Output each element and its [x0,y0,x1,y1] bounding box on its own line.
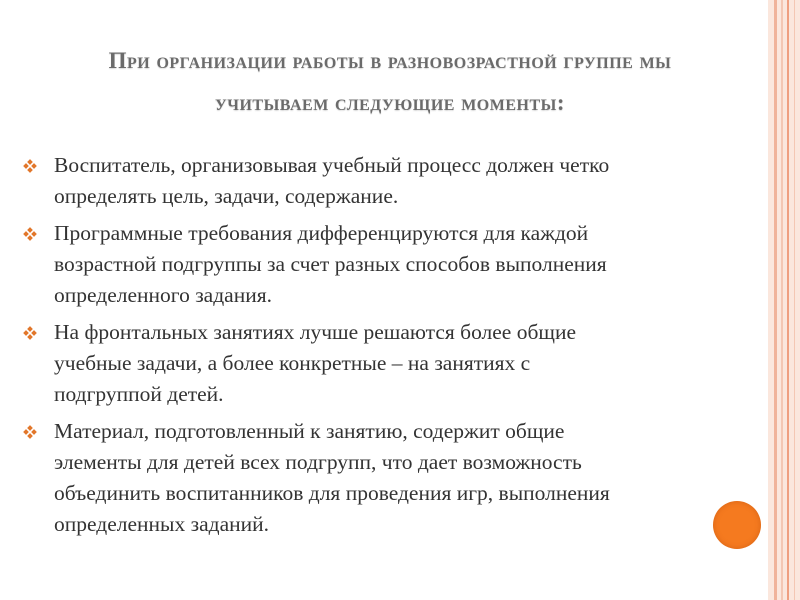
four-diamond-bullet-icon [24,228,36,240]
four-diamond-bullet-icon [24,160,36,172]
bullet-line: объединить воспитанников для проведения игр, выполнения [54,481,610,505]
bullet-line: Материал, подготовленный к занятию, содержит общие [54,419,565,443]
border-stripe [774,0,777,600]
bullet-line: Программные требования дифференцируются для каждой [54,221,589,245]
border-stripe [781,0,783,600]
decorative-right-border [768,0,800,600]
bullet-line: определять цель, задачи, содержание. [54,184,399,208]
bullet-line: На фронтальных занятиях лучше решаются более общие [54,320,577,344]
border-stripe [787,0,789,600]
bullet-line: определенных заданий. [54,512,270,536]
four-diamond-bullet-icon [24,327,36,339]
bullet-line: подгруппой детей. [54,382,224,406]
bullet-item [22,317,752,410]
decorative-orange-circle [713,501,761,549]
bullet-item [22,416,752,540]
bullet-list [22,150,752,546]
bullet-line: элементы для детей всех подгрупп, что дает возможность [54,450,582,474]
bullet-line: возрастной подгруппы за счет разных способов выполнения [54,252,607,276]
bullet-item [22,218,752,311]
bullet-line: учебные задачи, а более конкретные – на занятиях с [54,351,531,375]
slide-title [20,40,760,124]
bullet-item [22,150,752,212]
bullet-line: Воспитатель, организовывая учебный процесс должен четко [54,153,610,177]
border-stripe [794,0,795,600]
four-diamond-bullet-icon [24,426,36,438]
title-line: При организации работы в разновозрастной группе мы [108,48,672,73]
title-line: учитываем следующие моменты: [214,90,565,115]
bullet-line: определенного задания. [54,283,272,307]
